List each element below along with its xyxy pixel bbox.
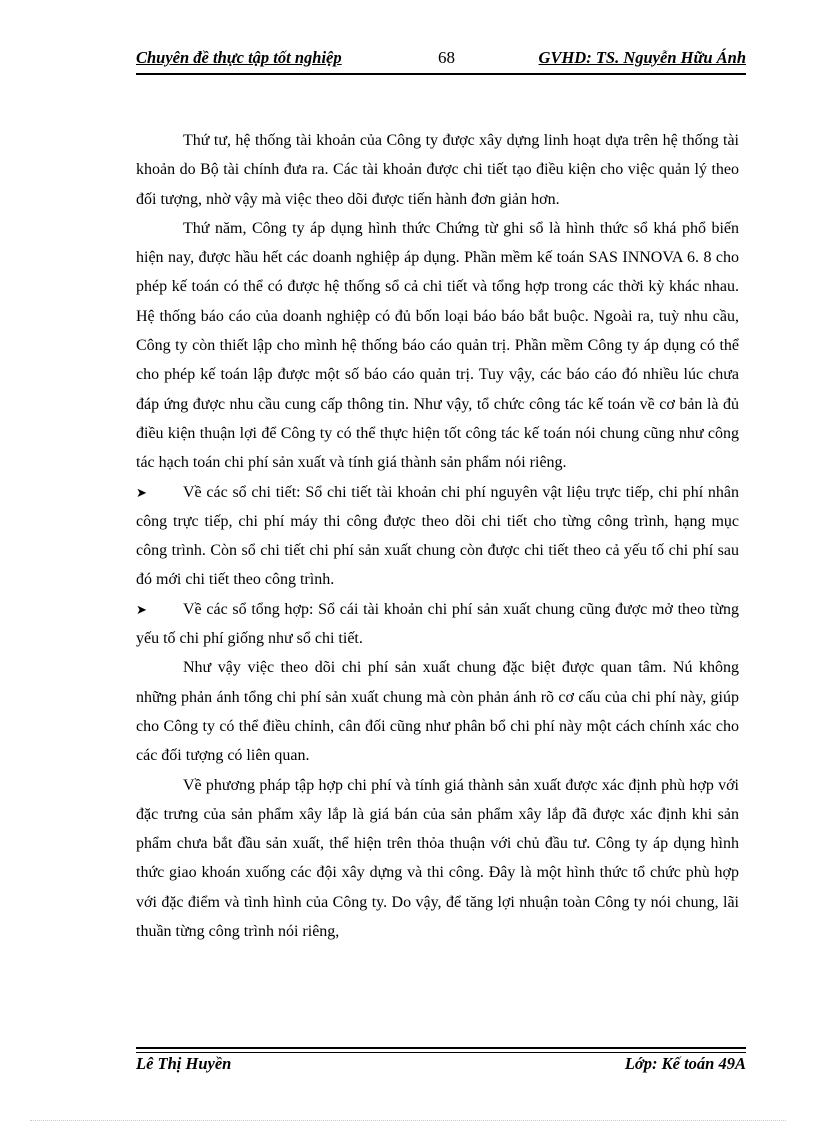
arrow-bullet-icon: ➤ [136, 484, 147, 500]
bullet-text: Về các sổ chi tiết: Sổ chi tiết tài khoản chi phí nguyên vật liệu trực tiếp, chi phí nhân công trực tiếp, chi phí máy thi công được theo dõi chi tiết cho từng công trình, hạng mục công trình. Còn sổ chi tiết chi phí sản xuất chung còn được chi tiết theo cả yếu tố chi phí sau đó mới chi tiết theo công trình. [136, 483, 739, 589]
document-body [136, 126, 739, 946]
page-footer [136, 1054, 746, 1078]
header-rule [136, 73, 746, 75]
arrow-bullet-icon: ➤ [136, 601, 147, 617]
footer-author: Lê Thị Huyền [136, 1054, 232, 1073]
bullet-text: Về các sổ tổng hợp: Sổ cái tài khoản chi phí sản xuất chung cũng được mở theo từng yếu tố chi phí giống như sổ chi tiết. [136, 600, 739, 648]
page-number: 68 [438, 48, 455, 67]
header-title: Chuyên đề thực tập tốt nghiệp [136, 48, 342, 67]
bullet-paragraph [136, 478, 739, 595]
page-header [136, 48, 746, 74]
footer-class: Lớp: Kế toán 49A [624, 1054, 746, 1073]
bullet-paragraph [136, 595, 739, 654]
page-bottom-divider [30, 1120, 786, 1121]
paragraph: Thứ tư, hệ thống tài khoản của Công ty được xây dựng linh hoạt dựa trên hệ thống tài khoản do Bộ tài chính đưa ra. Các tài khoản được chi tiết tạo điều kiện cho việc quản lý theo đối tượng, nhờ vậy mà việc theo dõi được tiến hành đơn giản hơn. [136, 132, 739, 208]
paragraph: Về phương pháp tập hợp chi phí và tính giá thành sản xuất được xác định phù hợp với đặc trưng của sản phẩm xây lắp là giá bán của sản phẩm xây lắp đã được xác định khi sản phẩm chưa bắt đầu sản xuất, thể hiện trên thỏa thuận với chủ đầu tư. Công ty áp dụng hình thức giao khoán xuống các đội xây dựng và thi công. Đây là một hình thức tổ chức phù hợp với đặc điểm và tình hình của Công ty. Do vậy, để tăng lợi nhuận toàn Công ty nói chung, lãi thuần từng công trình nói riêng, [136, 776, 739, 941]
paragraph: Như vậy việc theo dõi chi phí sản xuất chung đặc biệt được quan tâm. Nú không những phản ánh tổng chi phí sản xuất chung mà còn phản ánh rõ cơ cấu của chi phí này, giúp cho Công ty có thể điều chỉnh, cân đối cũng như phân bổ chi phí này một cách chính xác cho các đối tượng có liên quan. [136, 659, 739, 765]
header-supervisor: GVHD: TS. Nguyễn Hữu Ánh [538, 48, 746, 67]
paragraph: Thứ năm, Công ty áp dụng hình thức Chứng từ ghi sổ là hình thức sổ khá phổ biến hiện nay, được hầu hết các doanh nghiệp áp dụng. Phần mềm kế toán SAS INNOVA 6. 8 cho phép kế toán có thể có được hệ thống sổ cả chi tiết và tổng hợp trong các thời kỳ khác nhau. Hệ thống báo cáo của doanh nghiệp có đủ bốn loại báo báo bắt buộc. Ngoài ra, tuỳ nhu cầu, Công ty còn thiết lập cho mình hệ thống báo cáo quản trị. Phần mềm Công ty áp dụng có thể cho phép kế toán lập được một số báo cáo quản trị. Tuy vậy, các báo cáo đó nhiều lúc chưa đáp ứng được nhu cầu cung cấp thông tin. Như vậy, tổ chức công tác kế toán về cơ bản là đủ điều kiện thuận lợi để Công ty có thể thực hiện tốt công tác kế toán nói chung cũng như công tác hạch toán chi phí sản xuất và tính giá thành sản phẩm nói riêng. [136, 219, 739, 472]
footer-rule [136, 1047, 746, 1053]
